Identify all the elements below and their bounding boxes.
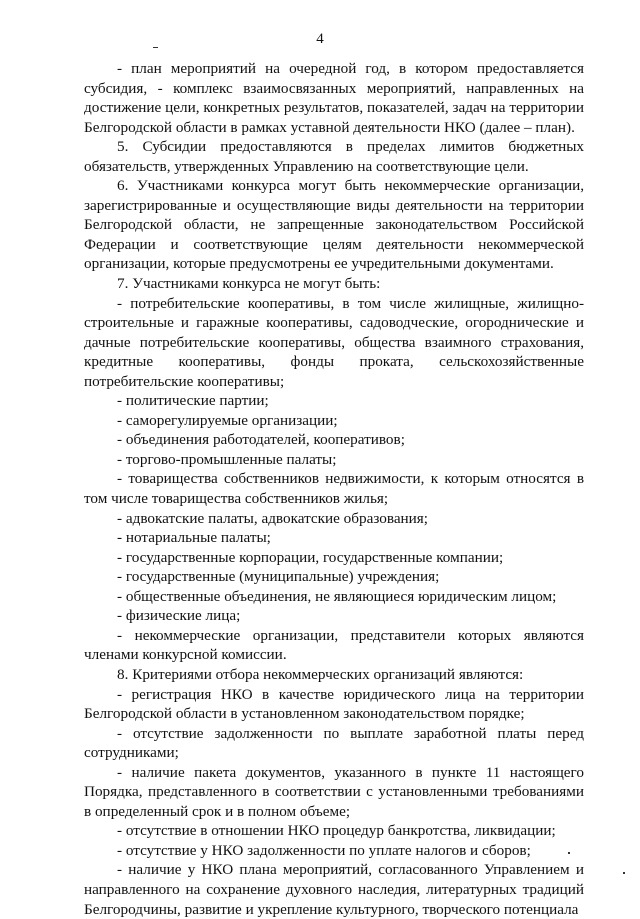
criterion-plan: - наличие у НКО плана мероприятий, согласованного Управлением и направленного на сохранение духовного наследия, литературных традиций Белгородчины, развитие и укрепление культурного, творческого потенциала (84, 861, 584, 918)
excluded-item-commission-members: - некоммерческие организации, представители которых являются членами конкурсной комиссии. (84, 626, 584, 664)
excluded-item-sro: - саморегулируемые организации; (117, 411, 338, 429)
excluded-item-chambers: - торгово-промышленные палаты; (117, 450, 337, 468)
clause-8-heading: 8. Критериями отбора некоммерческих организаций являются: (117, 665, 524, 683)
excluded-item-individuals: - физические лица; (117, 607, 241, 625)
excluded-item-public-associations: - общественные объединения, не являющиеся юридическим лицом; (117, 587, 557, 605)
scan-mark (153, 47, 158, 48)
page-number: 4 (316, 31, 324, 47)
document-body (84, 59, 584, 919)
criterion-no-salary-debt: - отсутствие задолженности по выплате заработной платы перед сотрудниками; (84, 724, 584, 762)
clause-7-heading: 7. Участниками конкурса не могут быть: (117, 275, 381, 293)
criterion-no-tax-debt: - отсутствие у НКО задолженности по уплате налогов и сборов; (117, 841, 531, 859)
criterion-registration: - регистрация НКО в качестве юридического лица на территории Белгородской области в установленном законодательством порядке; (84, 685, 584, 723)
excluded-item-parties: - политические партии; (117, 392, 269, 410)
excluded-item-state-institutions: - государственные (муниципальные) учреждения; (117, 568, 440, 586)
excluded-item-cooperatives: - потребительские кооперативы, в том числе жилищные, жилищно-строительные и гаражные кооперативы, садоводческие, огороднические и дачные потребительские кооперативы, общества взаимного страхования, кредитные кооперативы, фонды проката, сельскохозяйственные потребительские кооперативы; (84, 294, 584, 390)
scan-mark (623, 872, 625, 874)
excluded-item-notaries: - нотариальные палаты; (117, 529, 271, 547)
clause-6-paragraph: 6. Участниками конкурса могут быть некоммерческие организации, зарегистрированные и осуществляющие виды деятельности на территории Белгородской области, не запрещенные законодательством Российской Федерации и соответствующие целям деятельности некоммерческой организации, которые предусмотрены ее учредительными документами. (84, 177, 584, 273)
clause-5-paragraph: 5. Субсидии предоставляются в пределах лимитов бюджетных обязательств, утвержденных Управлению на соответствующие цели. (84, 138, 584, 175)
criterion-no-bankruptcy: - отсутствие в отношении НКО процедур банкротства, ликвидации; (117, 822, 556, 840)
excluded-item-advocates: - адвокатские палаты, адвокатские образования; (117, 509, 429, 527)
scan-mark (568, 852, 570, 854)
criterion-documents: - наличие пакета документов, указанного в пункте 11 настоящего Порядка, представленного в соответствии с установленными требованиями в определенный срок и в полном объеме; (84, 763, 584, 820)
plan-definition-paragraph: - план мероприятий на очередной год, в котором предоставляется субсидия, - комплекс взаимосвязанных мероприятий, направленных на достижение цели, конкретных результатов, показателей, задач на территории Белгородской области в рамках уставной деятельности НКО (далее – план). (84, 60, 584, 136)
excluded-item-employers: - объединения работодателей, кооперативов; (117, 431, 405, 449)
excluded-item-state-corporations: - государственные корпорации, государственные компании; (117, 548, 504, 566)
excluded-item-partnerships: - товарищества собственников недвижимости, к которым относятся в том числе товарищества собственников жилья; (84, 470, 584, 508)
